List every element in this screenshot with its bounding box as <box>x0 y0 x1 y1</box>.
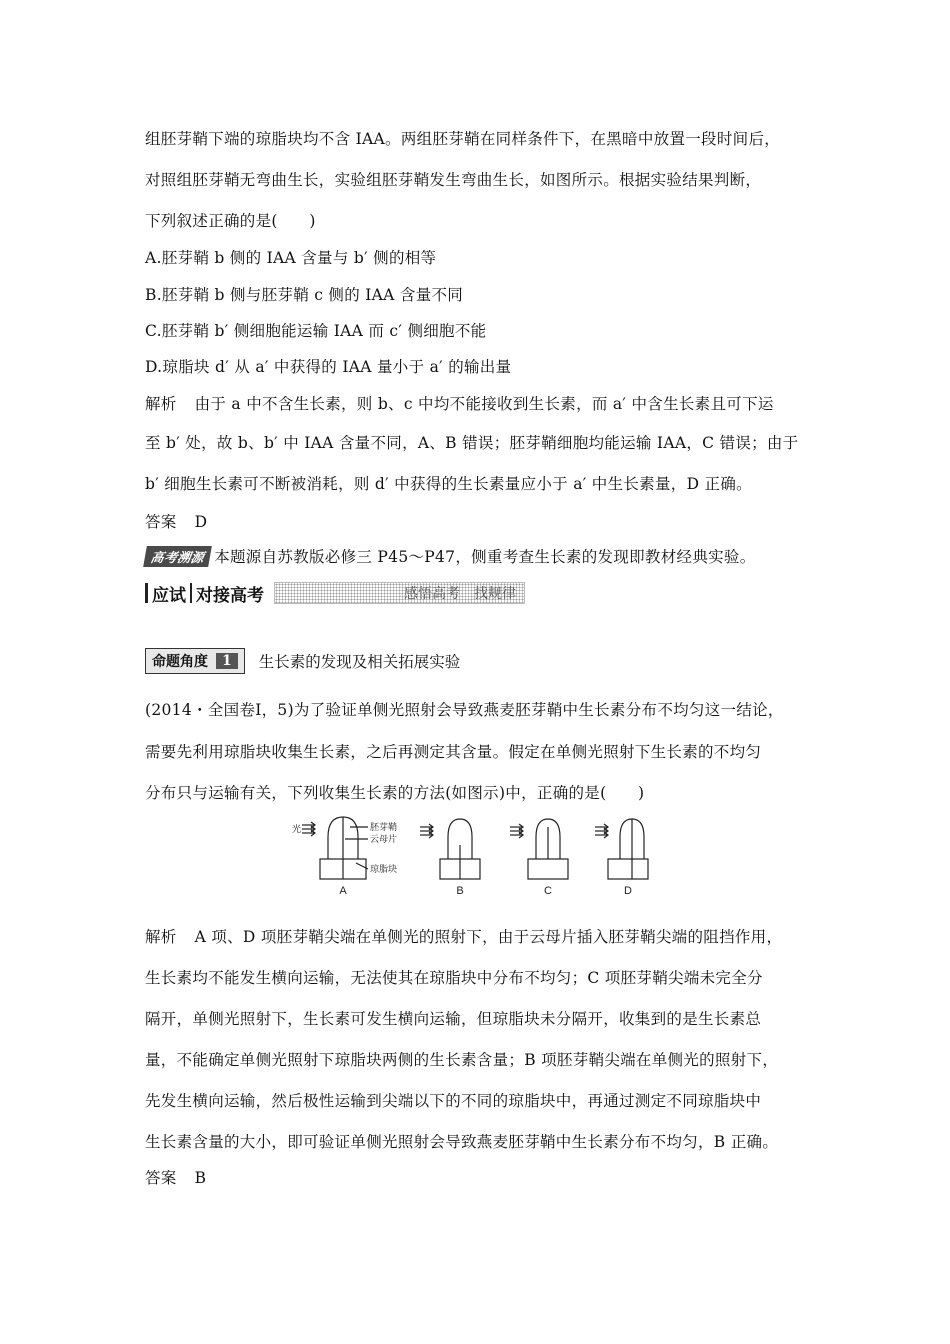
panel-label-d: D <box>624 885 632 897</box>
answer-label: 答案 <box>145 513 177 531</box>
option-c: C.胚芽鞘 b′ 侧细胞能运输 IAA 而 c′ 侧细胞不能 <box>145 322 487 340</box>
experiment-figure <box>290 815 650 900</box>
text-line: 组胚芽鞘下端的琼脂块均不含 IAA。两组胚芽鞘在同样条件下，在黑暗中放置一段时间后， <box>145 130 781 148</box>
section-banner <box>145 580 525 606</box>
analysis-label: 解析 <box>145 395 177 413</box>
topic-title: 生长素的发现及相关拓展实验 <box>258 653 461 671</box>
panel-c-drawing <box>510 819 568 879</box>
text-line: (2014・全国卷Ⅰ，5)为了验证单侧光照射会导致燕麦胚芽鞘中生长素分布不均匀这一结论， <box>145 701 784 719</box>
panel-b-drawing <box>420 819 480 879</box>
banner-title-2: 对接高考 <box>196 585 264 606</box>
panel-label-a: A <box>339 885 347 897</box>
panel-label-b: B <box>456 885 464 897</box>
answer-value: D <box>194 513 208 531</box>
sheath-label: 胚芽鞘 <box>370 822 398 832</box>
mica-label: 云母片 <box>370 834 398 844</box>
panel-a-drawing <box>302 817 368 879</box>
banner-title-1: 应试 <box>152 585 186 606</box>
option-b: B.胚芽鞘 b 侧与胚芽鞘 c 侧的 IAA 含量不同 <box>145 286 464 304</box>
analysis-line: 至 b′ 处，故 b、b′ 中 IAA 含量不同，A、B 错误；胚芽鞘细胞均能运输 IAA，C 错误；由于 <box>145 434 799 452</box>
agar-label: 琼脂块 <box>370 864 398 874</box>
text-line: 对照组胚芽鞘无弯曲生长，实验组胚芽鞘发生弯曲生长，如图所示。根据实验结果判断， <box>145 171 762 189</box>
banner-subtitle: 感悟高考 找规律 <box>274 582 525 604</box>
source-text: 本题源自苏教版必修三 P45～P47，侧重考查生长素的发现即教材经典实验。 <box>214 548 756 566</box>
option-d: D.琼脂块 d′ 从 a′ 中获得的 IAA 量小于 a′ 的输出量 <box>145 358 512 376</box>
answer-line <box>145 1166 206 1188</box>
answer-line <box>145 510 207 532</box>
source-line <box>145 545 756 567</box>
text-line: 分布只与运输有关，下列收集生长素的方法(如图示)中，正确的是( ) <box>145 784 645 802</box>
source-badge: 高考溯源 <box>143 546 212 567</box>
option-a: A.胚芽鞘 b 侧的 IAA 含量与 b′ 侧的相等 <box>145 249 437 267</box>
analysis-line: 解析 由于 a 中不含生长素，则 b、c 中均不能接收到生长素，而 a′ 中含生长素且可下运 <box>145 395 774 413</box>
analysis-label: 解析 <box>145 928 177 946</box>
topic-tag: 命题角度 <box>152 654 208 670</box>
analysis-line: 生长素含量的大小，即可验证单侧光照射会导致燕麦胚芽鞘中生长素分布不均匀，B 正确。 <box>145 1133 779 1151</box>
light-label: 光 <box>292 824 302 834</box>
analysis-line: 隔开，单侧光照射下，生长素可发生横向运输，但琼脂块未分隔开，收集到的是生长素总 <box>145 1010 762 1028</box>
analysis-line: 生长素均不能发生横向运输，无法使其在琼脂块中分布不均匀；C 项胚芽鞘尖端未完全分 <box>145 969 763 987</box>
analysis-line: 先发生横向运输，然后极性运输到尖端以下的不同的琼脂块中，再通过测定不同琼脂块中 <box>145 1092 762 1110</box>
topic-header <box>145 648 460 674</box>
answer-value: B <box>194 1169 207 1187</box>
analysis-line: b′ 细胞生长素可不断被消耗，则 d′ 中获得的生长素量应小于 a′ 中生长素量，D 正确。 <box>145 475 752 493</box>
panel-d-drawing <box>595 819 648 879</box>
topic-number: 1 <box>216 653 238 669</box>
panel-label-c: C <box>544 885 552 897</box>
analysis-line: 量，不能确定单侧光照射下琼脂块两侧的生长素含量；B 项胚芽鞘尖端在单侧光的照射下， <box>145 1051 779 1069</box>
text-line: 需要先利用琼脂块收集生长素，之后再测定其含量。假定在单侧光照射下生长素的不均匀 <box>145 743 762 761</box>
analysis-line: 解析 A 项、D 项胚芽鞘尖端在单侧光的照射下，由于云母片插入胚芽鞘尖端的阻挡作用， <box>145 928 783 946</box>
text-line: 下列叙述正确的是( ) <box>145 212 316 230</box>
answer-label: 答案 <box>145 1169 177 1187</box>
